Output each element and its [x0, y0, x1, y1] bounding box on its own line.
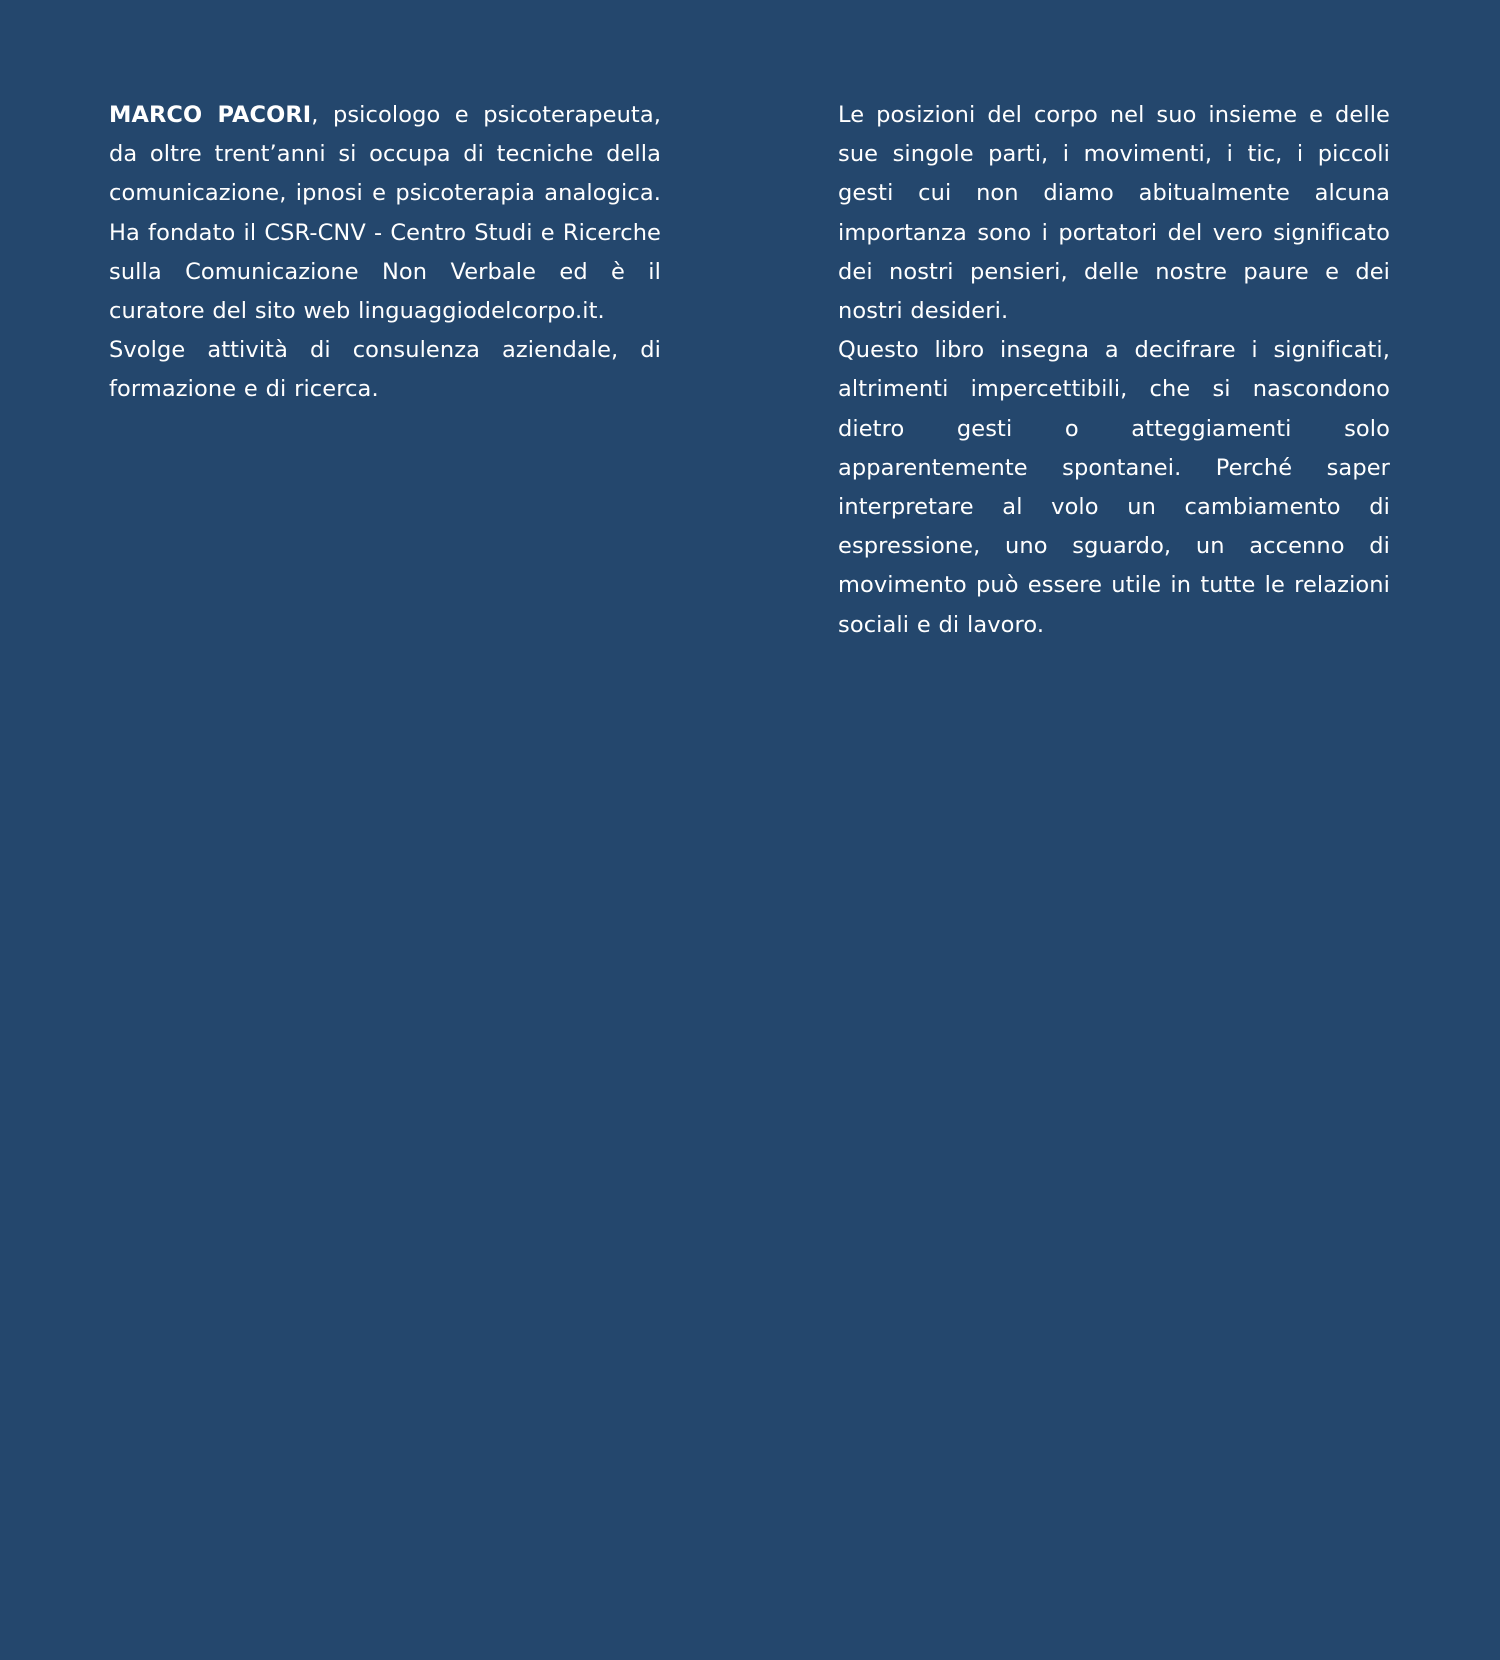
author-activities-paragraph: Svolge attività di consulenza aziendale, di formazione e di ricerca.: [109, 337, 661, 403]
book-description: [838, 96, 1390, 645]
author-bio-text: , psicologo e psicoterapeuta, da oltre trent’anni si occupa di tecniche della comunicazione, ipnosi e psicoterapia analogica. Ha fondato il CSR-CNV - Centro Studi e Ricerche sulla Comunicazione Non Verbale ed è il curatore del sito web linguaggiodelcorpo.it.: [109, 102, 661, 325]
author-bio: [109, 96, 661, 410]
author-bio-paragraph: [109, 96, 661, 331]
author-name: MARCO PACORI: [109, 102, 312, 128]
description-paragraph-1: Le posizioni del corpo nel suo insieme e delle sue singole parti, i movimenti, i tic, i piccoli gesti cui non diamo abitualmente alcuna importanza sono i portatori del vero significato dei nostri pensieri, delle nostre paure e dei nostri desideri.: [838, 102, 1390, 325]
description-paragraph-2: Questo libro insegna a decifrare i significati, altrimenti impercettibili, che si nascondono dietro gesti o atteggiamenti solo apparentemente spontanei. Perché saper interpretare al volo un cambiamento di espressione, uno sguardo, un accenno di movimento può essere utile in tutte le relazioni sociali e di lavoro.: [838, 337, 1390, 638]
